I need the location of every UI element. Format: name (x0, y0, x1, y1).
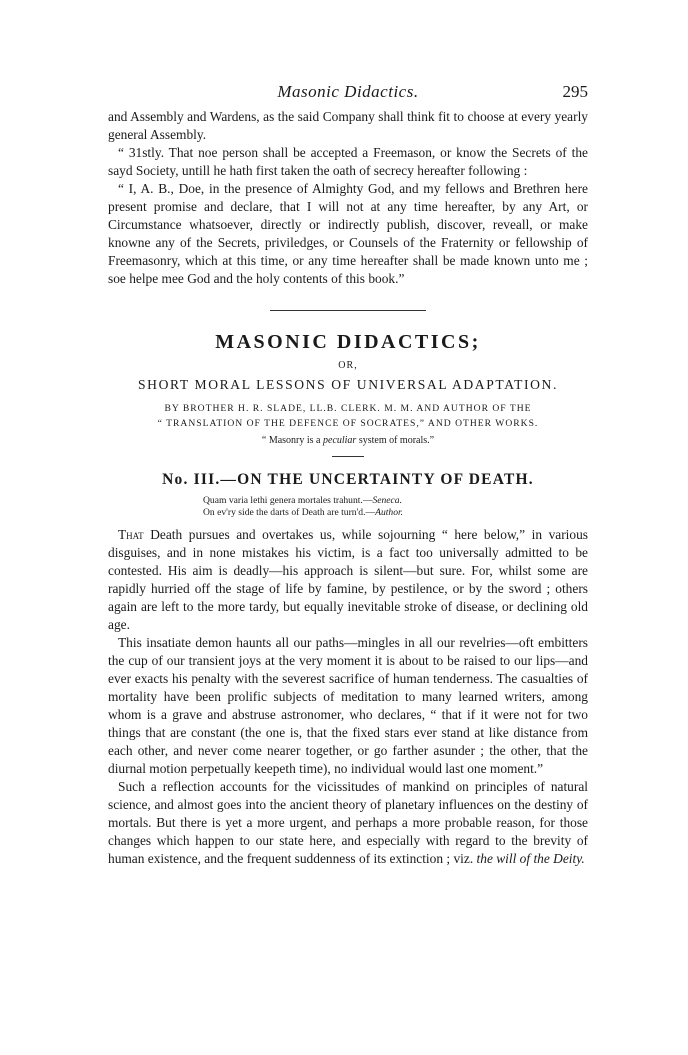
epigraph-line-1 (108, 495, 588, 507)
motto (108, 435, 588, 446)
byline-line-1: BY BROTHER H. R. SLADE, LL.B. CLERK. M. M. AND AUTHOR OF THE (164, 403, 532, 414)
section-paragraph-3-text: Such a reflection accounts for the vicissitudes of mankind on principles of natural science, and almost goes into the ancient theory of planetary influences on the destiny of mortals. But there is yet a more urgent, and perhaps a more probable reason, for those changes which happen to our state here, and especially with regard to the brevity of human existence, and the frequent suddenness of its extinction ; viz. (108, 779, 588, 866)
section-body (108, 526, 588, 868)
section-paragraph-1-rest: Death pursues and overtakes us, while sojourning “ here below,” in various disguises, and in none mistakes his victim, is a fact too universally admitted to be contested. His aim is deadly—his approach is silent—but sure. For, whilst some are rapidly hurried off the stage of life by famine, by pestilence, or by the sword ; others again are left to the more tardy, but equally inevitable stroke of disease, or declining old age. (108, 527, 588, 632)
lead-word: That (118, 527, 144, 542)
epigraph-line-2 (108, 507, 588, 519)
intro-text (108, 108, 588, 288)
intro-paragraph-2: “ 31stly. That noe person shall be accepted a Freemason, or know the Secrets of the sayd Society, untill he hath first taken the oath of secrecy hereafter following : (108, 145, 588, 178)
section-paragraph-3 (108, 778, 588, 868)
or-line: OR, (338, 360, 358, 371)
intro-paragraph-3: “ I, A. B., Doe, in the presence of Almighty God, and my fellows and Brethren here present promise and declare, that I will not at any time hereafter, by any Art, or Circumstance whatsoever, directly or indirectly publish, discover, reveall, or make knowne any of the Secrets, priviledges, or Counsels of the Fraternity or fellowship of Freemasonry, which at this time, or any time hereafter shall be made known unto me ; soe helpe mee God and the holy contents of this book.” (108, 181, 588, 286)
motto-after: system of morals.” (356, 435, 435, 446)
epigraph-1-source: Seneca. (372, 495, 403, 506)
section-paragraph-3-emphasis: the will of the Deity. (476, 851, 585, 866)
epigraph-2-text: On ev'ry side the darts of Death are turn'd.— (203, 506, 376, 518)
section-paragraph-1 (108, 526, 588, 634)
byline-line-2: “ TRANSLATION OF THE DEFENCE OF SOCRATES,” AND OTHER WORKS. (157, 418, 539, 429)
motto-emphasis: peculiar (323, 435, 357, 446)
epigraph-1-text: Quam varia lethi genera mortales trahunt.— (203, 495, 373, 506)
section-heading: No. III.—ON THE UNCERTAINTY OF DEATH. (162, 471, 534, 488)
running-title: Masonic Didactics. (277, 82, 419, 101)
book-page (108, 82, 588, 868)
page-number: 295 (562, 82, 588, 101)
intro-paragraph-1: and Assembly and Wardens, as the said Company shall think fit to choose at every yearly general Assembly. (108, 109, 588, 142)
running-head (108, 82, 588, 108)
article-title: MASONIC DIDACTICS; (215, 331, 481, 353)
article-subtitle: SHORT MORAL LESSONS OF UNIVERSAL ADAPTATION. (138, 377, 558, 392)
section-paragraph-2: This insatiate demon haunts all our paths—mingles in all our revelries—oft embitters the cup of our transient joys at the very moment it is about to be raised to our lips—and ever exacts his penalty with the severest sacrifice of human tenderness. The casualties of mortality have been prolific subjects of meditation to many learned writers, among whom is a grave and abstruse astronomer, who declares, “ that if it were not for two things that are constant (the one is, that the fixed stars ever stand at like distance from each other, and never come nearer together, or go farther asunder ; the other, that the diurnal motion perpetually keepeth time), no individual would last one moment.” (108, 635, 588, 776)
motto-before: “ Masonry is a (261, 435, 323, 446)
epigraph-2-source: Author. (375, 506, 404, 518)
